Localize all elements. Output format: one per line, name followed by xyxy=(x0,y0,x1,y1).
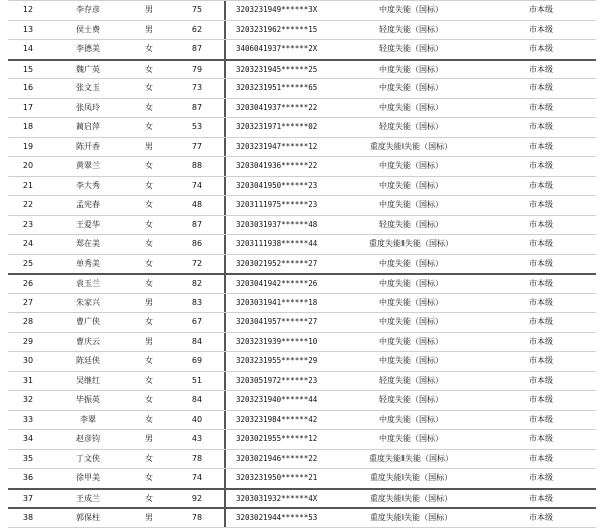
disability-level-cell: 中度失能（国标） xyxy=(379,336,443,346)
disability-level-cell: 中度失能（国标） xyxy=(379,297,443,307)
id-number-cell: 3203031941******18 xyxy=(236,297,318,307)
person-name-cell: 毕振英 xyxy=(76,395,100,404)
jurisdiction-cell: 市本级 xyxy=(529,239,553,248)
age-cell: 48 xyxy=(170,196,226,215)
id-number-cell: 3203231945******25 xyxy=(236,64,318,74)
id-number-cell: 3203021944******53 xyxy=(236,513,318,522)
age-cell: 78 xyxy=(170,509,226,527)
disability-level-cell: 轻度失能（国标） xyxy=(379,24,443,34)
age-cell: 92 xyxy=(170,490,226,508)
sex-cell: 女 xyxy=(145,44,153,53)
disability-level-cell: 轻度失能（国标） xyxy=(379,375,443,385)
jurisdiction-cell: 市本级 xyxy=(529,258,553,268)
id-number-cell: 3203021952******27 xyxy=(236,258,318,268)
sex-cell: 女 xyxy=(145,161,153,170)
jurisdiction-cell: 市本级 xyxy=(529,453,553,463)
age-cell: 84 xyxy=(170,391,226,410)
care-recipient-table xyxy=(8,0,596,527)
table-row xyxy=(8,78,596,98)
person-name-cell: 张凤玲 xyxy=(76,102,100,112)
sex-cell: 男 xyxy=(145,434,153,443)
jurisdiction-cell: 市本级 xyxy=(529,24,553,34)
sex-cell: 女 xyxy=(145,239,153,248)
id-number-cell: 3203031932******4X xyxy=(236,493,318,503)
person-name-cell: 单秀美 xyxy=(76,258,100,268)
jurisdiction-cell: 市本级 xyxy=(529,493,553,503)
jurisdiction-cell: 市本级 xyxy=(529,356,553,365)
person-name-cell: 曹庆云 xyxy=(76,336,100,346)
person-name-cell: 魏广英 xyxy=(76,64,100,74)
disability-level-cell: 中度失能（国标） xyxy=(379,258,443,268)
disability-level-cell: 重度失能Ⅰ失能（国标） xyxy=(369,513,453,522)
row-number-cell: 32 xyxy=(22,395,34,404)
row-number-cell: 37 xyxy=(22,493,34,503)
row-number-cell: 25 xyxy=(22,258,34,268)
age-cell: 75 xyxy=(170,1,226,20)
table-row xyxy=(8,20,596,40)
id-number-cell: 3203231940******44 xyxy=(236,395,318,404)
disability-level-cell: 中度失能（国标） xyxy=(379,180,443,190)
sex-cell: 女 xyxy=(145,102,153,112)
table-row xyxy=(8,98,596,118)
id-number-cell: 3203051972******23 xyxy=(236,375,318,385)
age-cell: 88 xyxy=(170,157,226,176)
disability-level-cell: 重度失能Ⅰ失能（国标） xyxy=(369,493,453,503)
person-name-cell: 李存彦 xyxy=(76,5,100,14)
table-row xyxy=(8,351,596,371)
row-number-cell: 18 xyxy=(22,122,34,131)
table-row xyxy=(8,254,596,274)
table-row xyxy=(8,59,596,79)
table-row xyxy=(8,156,596,176)
row-number-cell: 27 xyxy=(22,297,34,307)
id-number-cell: 3203041957******27 xyxy=(236,317,318,326)
id-number-cell: 3406041937******2X xyxy=(236,44,318,53)
table-row xyxy=(8,390,596,410)
id-number-cell: 3203231955******29 xyxy=(236,356,318,365)
sex-cell: 男 xyxy=(145,141,153,151)
table-row xyxy=(8,332,596,352)
disability-level-cell: 重度失能Ⅰ失能（国标） xyxy=(369,141,453,151)
id-number-cell: 3203231951******65 xyxy=(236,83,318,92)
sex-cell: 女 xyxy=(145,356,153,365)
table-row xyxy=(8,371,596,391)
table-row xyxy=(8,195,596,215)
person-name-cell: 李翠 xyxy=(80,414,96,424)
sex-cell: 女 xyxy=(145,279,153,288)
jurisdiction-cell: 市本级 xyxy=(529,434,553,443)
sex-cell: 男 xyxy=(145,24,153,34)
disability-level-cell: 中度失能（国标） xyxy=(379,161,443,170)
sex-cell: 女 xyxy=(145,493,153,503)
person-name-cell: 蔺启萍 xyxy=(76,122,100,131)
sex-cell: 女 xyxy=(145,122,153,131)
person-name-cell: 丁文侠 xyxy=(76,453,100,463)
age-cell: 69 xyxy=(170,352,226,371)
person-name-cell: 陈廷侠 xyxy=(76,356,100,365)
disability-level-cell: 中度失能（国标） xyxy=(379,102,443,112)
table-row xyxy=(8,137,596,157)
sex-cell: 男 xyxy=(145,336,153,346)
id-number-cell: 3203041936******22 xyxy=(236,161,318,170)
disability-level-cell: 中度失能（国标） xyxy=(379,356,443,365)
jurisdiction-cell: 市本级 xyxy=(529,44,553,53)
table-row xyxy=(8,176,596,196)
id-number-cell: 3203231971******02 xyxy=(236,122,318,131)
jurisdiction-cell: 市本级 xyxy=(529,375,553,385)
row-number-cell: 14 xyxy=(22,44,34,53)
age-cell: 72 xyxy=(170,255,226,274)
row-number-cell: 34 xyxy=(22,434,34,443)
age-cell: 62 xyxy=(170,21,226,40)
row-number-cell: 17 xyxy=(22,102,34,112)
jurisdiction-cell: 市本级 xyxy=(529,473,553,482)
person-name-cell: 陈开香 xyxy=(76,141,100,151)
table-row xyxy=(8,468,596,488)
jurisdiction-cell: 市本级 xyxy=(529,141,553,151)
row-number-cell: 30 xyxy=(22,356,34,365)
person-name-cell: 李大秀 xyxy=(76,180,100,190)
age-cell: 78 xyxy=(170,450,226,469)
age-cell: 87 xyxy=(170,216,226,235)
row-number-cell: 38 xyxy=(22,513,34,522)
person-name-cell: 赵彦钧 xyxy=(76,434,100,443)
sex-cell: 女 xyxy=(145,64,153,74)
row-number-cell: 13 xyxy=(22,24,34,34)
age-cell: 53 xyxy=(170,118,226,137)
disability-level-cell: 中度失能（国标） xyxy=(379,317,443,326)
disability-level-cell: 中度失能（国标） xyxy=(379,5,443,14)
row-number-cell: 24 xyxy=(22,239,34,248)
row-number-cell: 20 xyxy=(22,161,34,170)
person-name-cell: 黄翠兰 xyxy=(76,161,100,170)
row-number-cell: 28 xyxy=(22,317,34,326)
row-number-cell: 33 xyxy=(22,414,34,424)
disability-level-cell: 轻度失能（国标） xyxy=(379,122,443,131)
sex-cell: 女 xyxy=(145,375,153,385)
table-row xyxy=(8,234,596,254)
disability-level-cell: 轻度失能（国标） xyxy=(379,219,443,229)
age-cell: 74 xyxy=(170,469,226,488)
age-cell: 87 xyxy=(170,99,226,118)
jurisdiction-cell: 市本级 xyxy=(529,102,553,112)
id-number-cell: 3203231962******15 xyxy=(236,24,318,34)
row-number-cell: 19 xyxy=(22,141,34,151)
row-number-cell: 31 xyxy=(22,375,34,385)
age-cell: 77 xyxy=(170,138,226,157)
disability-level-cell: 重度失能Ⅱ失能（国标） xyxy=(369,453,453,463)
person-name-cell: 朱家兴 xyxy=(76,297,100,307)
row-number-cell: 16 xyxy=(22,83,34,92)
age-cell: 87 xyxy=(170,40,226,59)
person-name-cell: 吴继红 xyxy=(76,375,100,385)
jurisdiction-cell: 市本级 xyxy=(529,219,553,229)
jurisdiction-cell: 市本级 xyxy=(529,200,553,209)
age-cell: 67 xyxy=(170,313,226,332)
disability-level-cell: 中度失能（国标） xyxy=(379,434,443,443)
id-number-cell: 3203041937******22 xyxy=(236,102,318,112)
age-cell: 83 xyxy=(170,294,226,313)
jurisdiction-cell: 市本级 xyxy=(529,336,553,346)
sex-cell: 女 xyxy=(145,200,153,209)
row-number-cell: 26 xyxy=(22,279,34,288)
id-number-cell: 3203031937******48 xyxy=(236,219,318,229)
table-row xyxy=(8,273,596,293)
jurisdiction-cell: 市本级 xyxy=(529,297,553,307)
row-number-cell: 36 xyxy=(22,473,34,482)
person-name-cell: 张文玉 xyxy=(76,83,100,92)
disability-level-cell: 中度失能（国标） xyxy=(379,414,443,424)
jurisdiction-cell: 市本级 xyxy=(529,83,553,92)
sex-cell: 男 xyxy=(145,5,153,14)
table-row xyxy=(8,215,596,235)
id-number-cell: 3203231984******42 xyxy=(236,414,318,424)
jurisdiction-cell: 市本级 xyxy=(529,279,553,288)
id-number-cell: 3203041942******26 xyxy=(236,279,318,288)
id-number-cell: 3203231949******3X xyxy=(236,5,318,14)
person-name-cell: 王成兰 xyxy=(76,493,100,503)
person-name-cell: 王爱华 xyxy=(76,219,100,229)
sex-cell: 女 xyxy=(145,414,153,424)
person-name-cell: 郑在美 xyxy=(76,239,100,248)
disability-level-cell: 中度失能（国标） xyxy=(379,64,443,74)
jurisdiction-cell: 市本级 xyxy=(529,180,553,190)
sex-cell: 女 xyxy=(145,395,153,404)
person-name-cell: 徐甲美 xyxy=(76,473,100,482)
age-cell: 79 xyxy=(170,61,226,79)
person-name-cell: 袁玉兰 xyxy=(76,279,100,288)
disability-level-cell: 轻度失能（国标） xyxy=(379,44,443,53)
id-number-cell: 3203041950******23 xyxy=(236,180,318,190)
person-name-cell: 李德美 xyxy=(76,44,100,53)
table-row xyxy=(8,39,596,59)
disability-level-cell: 重度失能Ⅱ失能（国标） xyxy=(369,239,453,248)
person-name-cell: 郭保柱 xyxy=(76,513,100,522)
age-cell: 73 xyxy=(170,79,226,98)
age-cell: 40 xyxy=(170,411,226,430)
row-number-cell: 12 xyxy=(22,5,34,14)
row-number-cell: 35 xyxy=(22,453,34,463)
id-number-cell: 3203111975******23 xyxy=(236,200,318,209)
sex-cell: 女 xyxy=(145,473,153,482)
sex-cell: 女 xyxy=(145,258,153,268)
table-row xyxy=(8,449,596,469)
row-number-cell: 29 xyxy=(22,336,34,346)
disability-level-cell: 中度失能（国标） xyxy=(379,200,443,209)
table-row xyxy=(8,410,596,430)
disability-level-cell: 中度失能（国标） xyxy=(379,279,443,288)
sex-cell: 女 xyxy=(145,219,153,229)
age-cell: 43 xyxy=(170,430,226,449)
sex-cell: 男 xyxy=(145,297,153,307)
disability-level-cell: 轻度失能（国标） xyxy=(379,395,443,404)
jurisdiction-cell: 市本级 xyxy=(529,414,553,424)
jurisdiction-cell: 市本级 xyxy=(529,513,553,522)
sex-cell: 男 xyxy=(145,513,153,522)
sex-cell: 女 xyxy=(145,453,153,463)
disability-level-cell: 中度失能（国标） xyxy=(379,83,443,92)
age-cell: 51 xyxy=(170,372,226,391)
sex-cell: 女 xyxy=(145,317,153,326)
row-number-cell: 23 xyxy=(22,219,34,229)
jurisdiction-cell: 市本级 xyxy=(529,395,553,404)
table-row xyxy=(8,293,596,313)
row-number-cell: 15 xyxy=(22,64,34,74)
table-row xyxy=(8,488,596,508)
disability-level-cell: 重度失能Ⅰ失能（国标） xyxy=(369,473,453,482)
id-number-cell: 3203231939******10 xyxy=(236,336,318,346)
age-cell: 86 xyxy=(170,235,226,254)
jurisdiction-cell: 市本级 xyxy=(529,317,553,326)
jurisdiction-cell: 市本级 xyxy=(529,161,553,170)
id-number-cell: 3203111938******44 xyxy=(236,239,318,248)
id-number-cell: 3203021955******12 xyxy=(236,434,318,443)
sex-cell: 女 xyxy=(145,83,153,92)
age-cell: 84 xyxy=(170,333,226,352)
jurisdiction-cell: 市本级 xyxy=(529,64,553,74)
age-cell: 82 xyxy=(170,275,226,293)
person-name-cell: 孟宪春 xyxy=(76,200,100,209)
id-number-cell: 3203231947******12 xyxy=(236,141,318,151)
person-name-cell: 侯士费 xyxy=(76,24,100,34)
jurisdiction-cell: 市本级 xyxy=(529,122,553,131)
table-row xyxy=(8,0,596,20)
id-number-cell: 3203021946******22 xyxy=(236,453,318,463)
row-number-cell: 22 xyxy=(22,200,34,209)
table-row xyxy=(8,312,596,332)
table-row xyxy=(8,429,596,449)
table-row xyxy=(8,507,596,527)
age-cell: 74 xyxy=(170,177,226,196)
row-number-cell: 21 xyxy=(22,180,34,190)
person-name-cell: 曹广侠 xyxy=(76,317,100,326)
jurisdiction-cell: 市本级 xyxy=(529,5,553,14)
id-number-cell: 3203231950******21 xyxy=(236,473,318,482)
table-row xyxy=(8,117,596,137)
sex-cell: 女 xyxy=(145,180,153,190)
